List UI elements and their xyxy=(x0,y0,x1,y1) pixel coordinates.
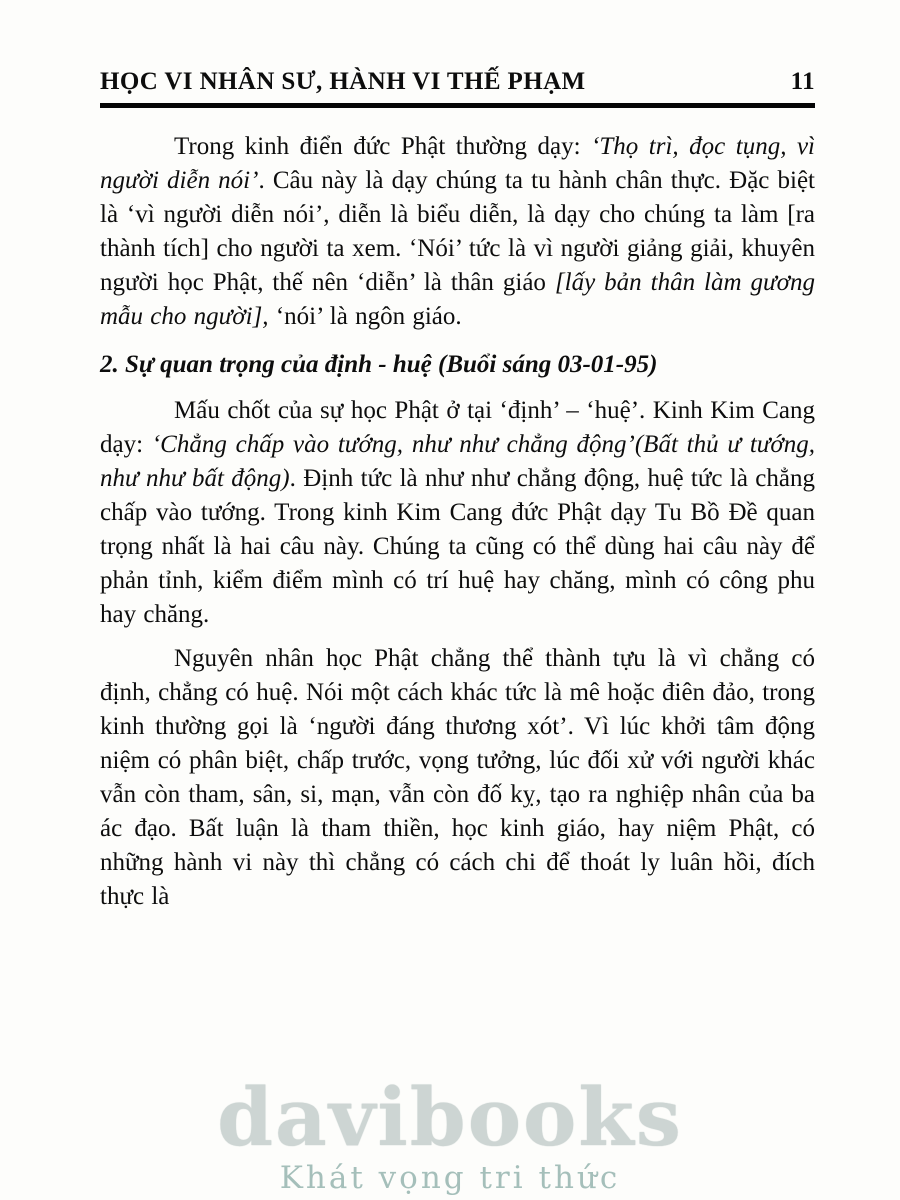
running-title: HỌC VI NHÂN SƯ, HÀNH VI THẾ PHẠM xyxy=(100,68,586,95)
text-segment: Trong kinh điển đức Phật thường dạy: xyxy=(174,133,592,160)
page-body xyxy=(100,130,815,914)
header-rule xyxy=(100,103,815,108)
quote-segment: [lấy bản thân làm gương mẫu cho người], xyxy=(100,269,816,330)
page-number: 11 xyxy=(790,68,815,95)
watermark xyxy=(0,1070,900,1196)
paragraph-1 xyxy=(100,130,815,334)
quote-segment: ‘Chẳng chấp vào tướng, như như chẳng động’ xyxy=(151,431,635,458)
quote-segment: ‘Thọ trì, đọc tụng, vì người diễn nói’ xyxy=(100,133,815,194)
section-heading: 2. Sự quan trọng của định - huệ (Buổi sáng 03-01-95) xyxy=(100,351,658,378)
paragraph-3: Nguyên nhân học Phật chẳng thể thành tựu là vì chẳng có định, chẳng có huệ. Nói một cách khác tức là mê hoặc điên đảo, trong kinh thường gọi là ‘người đáng thương xót’. Vì lúc khởi tâm động niệm có phân biệt, chấp trước, vọng tưởng, lúc đối xử với người khác vẫn còn tham, sân, si, mạn, vẫn còn đố kỵ, tạo ra nghiệp nhân của ba ác đạo. Bất luận là tham thiền, học kinh giáo, hay niệm Phật, có những hành vi này thì chẳng có cách chi để thoát ly luân hồi, đích thực là xyxy=(100,645,815,910)
text-segment: . Định tức là như như chẳng động, huệ tức là chẳng chấp vào tướng. Trong kinh Kim Cang đức Phật dạy Tu Bồ Đề quan trọng nhất là hai câu này. Chúng ta cũng có thể dùng hai câu này để phản tỉnh, kiểm điểm mình có trí huệ hay chăng, mình có công phu hay chăng. xyxy=(100,465,815,628)
page-header xyxy=(100,68,815,96)
quote-segment: (Bất thủ ư tướng, như như bất động) xyxy=(100,431,815,492)
paragraph-2 xyxy=(100,394,815,632)
watermark-logo: davibooks xyxy=(217,1070,683,1164)
watermark-tagline: Khát vọng tri thức xyxy=(279,1160,621,1196)
text-segment: ‘nói’ là ngôn giáo. xyxy=(268,303,462,330)
text-segment: Mấu chốt của sự học Phật ở tại ‘định’ – ‘huệ’. Kinh Kim Cang dạy: xyxy=(100,397,815,458)
text-segment: . Câu này là dạy chúng ta tu hành chân thực. Đặc biệt là ‘vì người diễn nói’, diễn là biểu diễn, là dạy cho chúng ta làm [ra thành tích] cho người ta xem. ‘Nói’ tức là vì người giảng giải, khuyên người học Phật, thế nên ‘diễn’ là thân giáo xyxy=(100,167,815,296)
